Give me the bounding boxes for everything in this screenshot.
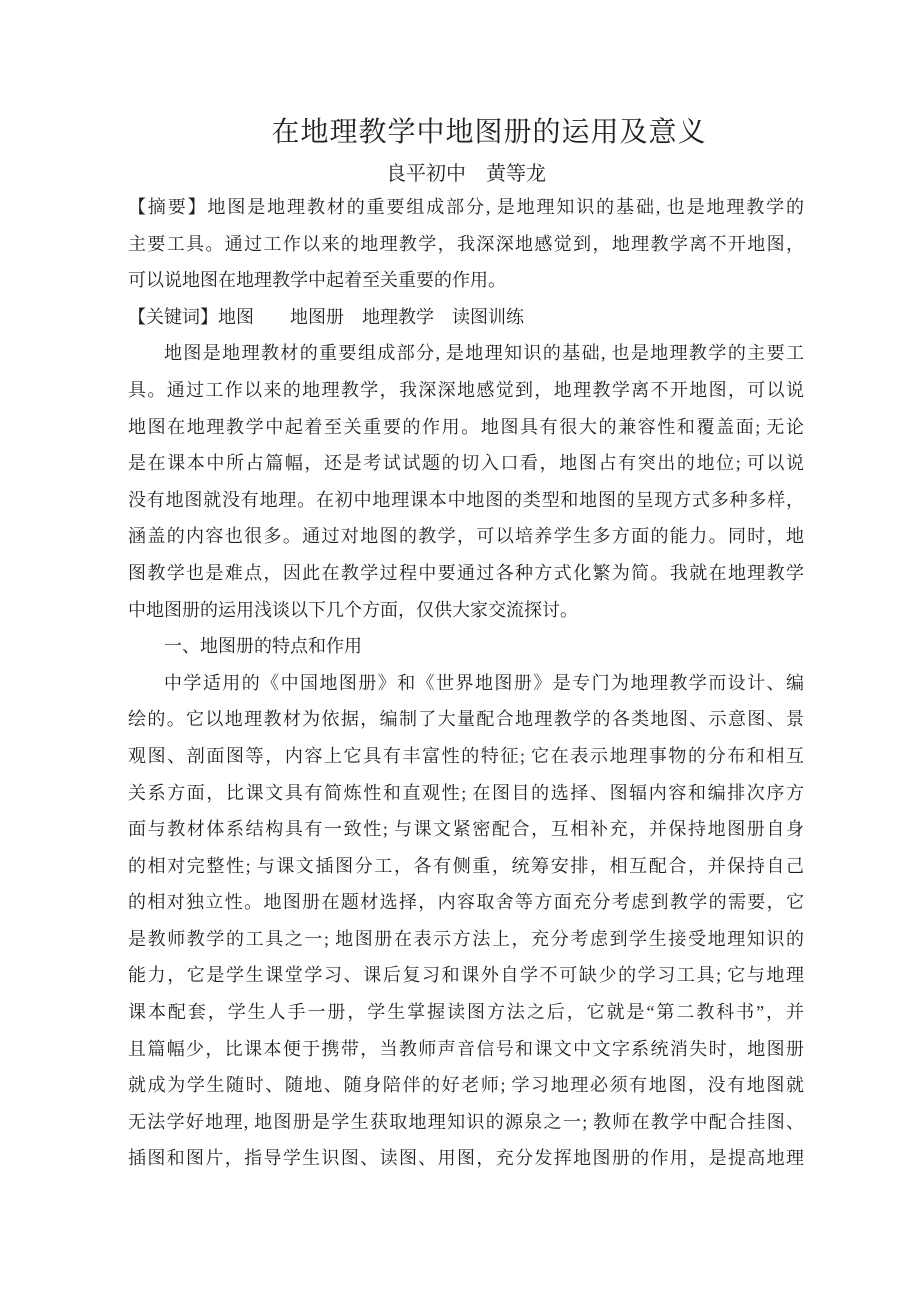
text-line: 地图是地理教材的重要组成部分, 是地理知识的基础, 也是地理教学的主要工 (164, 343, 804, 364)
text-line: 可以说地图在地理教学中起着至关重要的作用。 (128, 270, 506, 291)
text-line: 中地图册的运用浅谈以下几个方面，仅供大家交流探讨。 (128, 599, 578, 620)
text-line: 没有地图就没有地理。在初中地理课本中地图的类型和地图的呈现方式多种多样， (128, 489, 804, 510)
text-line: 具。通过工作以来的地理教学，我深深地感觉到，地理教学离不开地图，可以说 (128, 379, 804, 400)
text-line: 关系方面，比课文具有简炼性和直观性; 在图目的选择、图辐内容和编排次序方 (128, 782, 804, 803)
text-line: 就成为学生随时、随地、随身陪伴的好老师; 学习地理必须有地图，没有地图就 (128, 1075, 804, 1096)
text-line: 涵盖的内容也很多。通过对地图的教学，可以培养学生多方面的能力。同时，地 (128, 526, 804, 547)
text-line: 是在课本中所占篇幅，还是考试试题的切入口看，地图占有突出的地位; 可以说 (128, 453, 804, 474)
text-line: 中学适用的《中国地图册》和《世界地图册》是专门为地理教学而设计、编 (164, 672, 804, 693)
text-line: 地图在地理教学中起着至关重要的作用。地图具有很大的兼容性和覆盖面; 无论 (128, 416, 804, 437)
text-line: 【关键词】地图 地图册 地理教学 读图训练 (128, 306, 524, 327)
text-line: 一、地图册的特点和作用 (164, 636, 362, 657)
text-line: 的相对独立性。地图册在题材选择，内容取舍等方面充分考虑到教学的需要，它 (128, 892, 804, 913)
text-line: 是教师教学的工具之一; 地图册在表示方法上，充分考虑到学生接受地理知识的 (128, 928, 804, 949)
author-byline: 良平初中 黄等龙 (386, 163, 546, 185)
text-line: 【摘要】地图是地理教材的重要组成部分, 是地理知识的基础, 也是地理教学的 (128, 197, 804, 217)
text-line: 的相对完整性; 与课文插图分工，各有侧重，统筹安排，相互配合，并保持自己 (128, 855, 804, 876)
text-line: 插图和图片，指导学生识图、读图、用图，充分发挥地图册的作用，是提高地理 (128, 1148, 804, 1169)
text-line: 图教学也是难点，因此在教学过程中要通过各种方式化繁为简。我就在地理教学 (128, 562, 804, 583)
page-title: 在地理教学中地图册的运用及意义 (271, 117, 707, 148)
text-line: 且篇幅少，比课本便于携带，当教师声音信号和课文中文字系统消失时，地图册 (128, 1038, 804, 1059)
text-line: 课本配套，学生人手一册，学生掌握读图方法之后，它就是“第二教科书”，并 (128, 1002, 804, 1023)
text-line: 能力，它是学生课堂学习、课后复习和课外自学不可缺少的学习工具; 它与地理 (128, 965, 804, 986)
text-line: 主要工具。通过工作以来的地理教学，我深深地感觉到，地理教学离不开地图， (128, 233, 804, 254)
text-line: 无法学好地理, 地图册是学生获取地理知识的源泉之一; 教师在教学中配合挂图、 (128, 1111, 804, 1132)
document-body (128, 189, 804, 1177)
text-line: 面与教材体系结构具有一致性; 与课文紧密配合，互相补充，并保持地图册自身 (128, 819, 804, 840)
text-line: 绘的。它以地理教材为依据，编制了大量配合地理教学的各类地图、示意图、景 (128, 709, 804, 730)
text-line: 观图、剖面图等，内容上它具有丰富性的特征; 它在表示地理事物的分布和相互 (128, 745, 804, 766)
